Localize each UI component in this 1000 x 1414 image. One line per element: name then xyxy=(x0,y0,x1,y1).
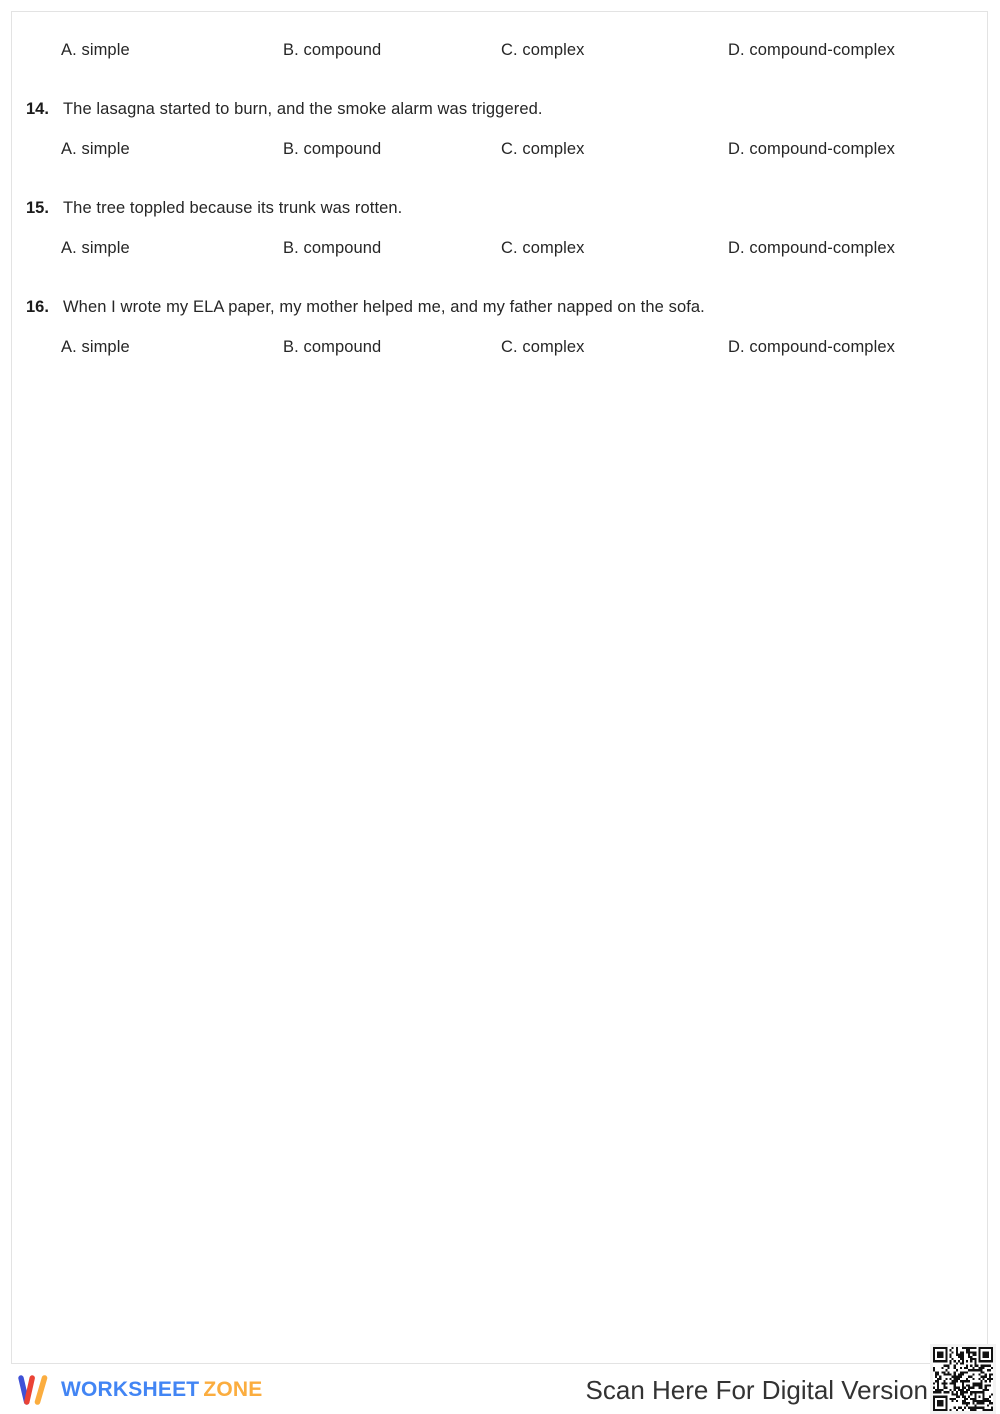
question-row xyxy=(12,287,989,327)
option-c[interactable]: C. complex xyxy=(501,140,585,158)
scan-instruction-text: Scan Here For Digital Version xyxy=(585,1375,928,1405)
row-spacer xyxy=(12,169,989,178)
option-b[interactable]: B. compound xyxy=(283,338,382,356)
option-a[interactable]: A. simple xyxy=(61,338,130,356)
brand-primary: WORKSHEET xyxy=(61,1378,200,1401)
options-row xyxy=(12,129,989,169)
options-row xyxy=(12,30,989,70)
options-row xyxy=(12,327,989,367)
option-a[interactable]: A. simple xyxy=(61,140,130,158)
question-row xyxy=(12,188,989,228)
page-footer xyxy=(0,1366,1000,1414)
option-d[interactable]: D. compound-complex xyxy=(728,239,895,257)
question-number: 16. xyxy=(26,298,49,316)
qr-code-icon xyxy=(933,1347,993,1411)
option-b[interactable]: B. compound xyxy=(283,41,382,59)
question-text: When I wrote my ELA paper, my mother helped me, and my father napped on the sofa. xyxy=(63,298,705,316)
question-row xyxy=(12,89,989,129)
option-a[interactable]: A. simple xyxy=(61,239,130,257)
row-spacer xyxy=(12,268,989,277)
brand-secondary: ZONE xyxy=(203,1378,263,1401)
option-d[interactable]: D. compound-complex xyxy=(728,41,895,59)
option-d[interactable]: D. compound-complex xyxy=(728,338,895,356)
brand-logo[interactable] xyxy=(18,1370,262,1410)
option-c[interactable]: C. complex xyxy=(501,239,585,257)
questions-area xyxy=(12,12,989,367)
qr-code[interactable] xyxy=(930,1344,996,1414)
question-text: The lasagna started to burn, and the smoke alarm was triggered. xyxy=(63,100,543,118)
question-text: The tree toppled because its trunk was rotten. xyxy=(63,199,403,217)
question-number: 14. xyxy=(26,100,49,118)
brand-text xyxy=(61,1378,262,1402)
worksheet-zone-w-logo-icon xyxy=(18,1375,52,1405)
options-row xyxy=(12,228,989,268)
option-b[interactable]: B. compound xyxy=(283,140,382,158)
option-d[interactable]: D. compound-complex xyxy=(728,140,895,158)
row-spacer xyxy=(12,70,989,79)
question-number: 15. xyxy=(26,199,49,217)
option-c[interactable]: C. complex xyxy=(501,338,585,356)
option-a[interactable]: A. simple xyxy=(61,41,130,59)
option-c[interactable]: C. complex xyxy=(501,41,585,59)
option-b[interactable]: B. compound xyxy=(283,239,382,257)
worksheet-page xyxy=(11,11,988,1364)
